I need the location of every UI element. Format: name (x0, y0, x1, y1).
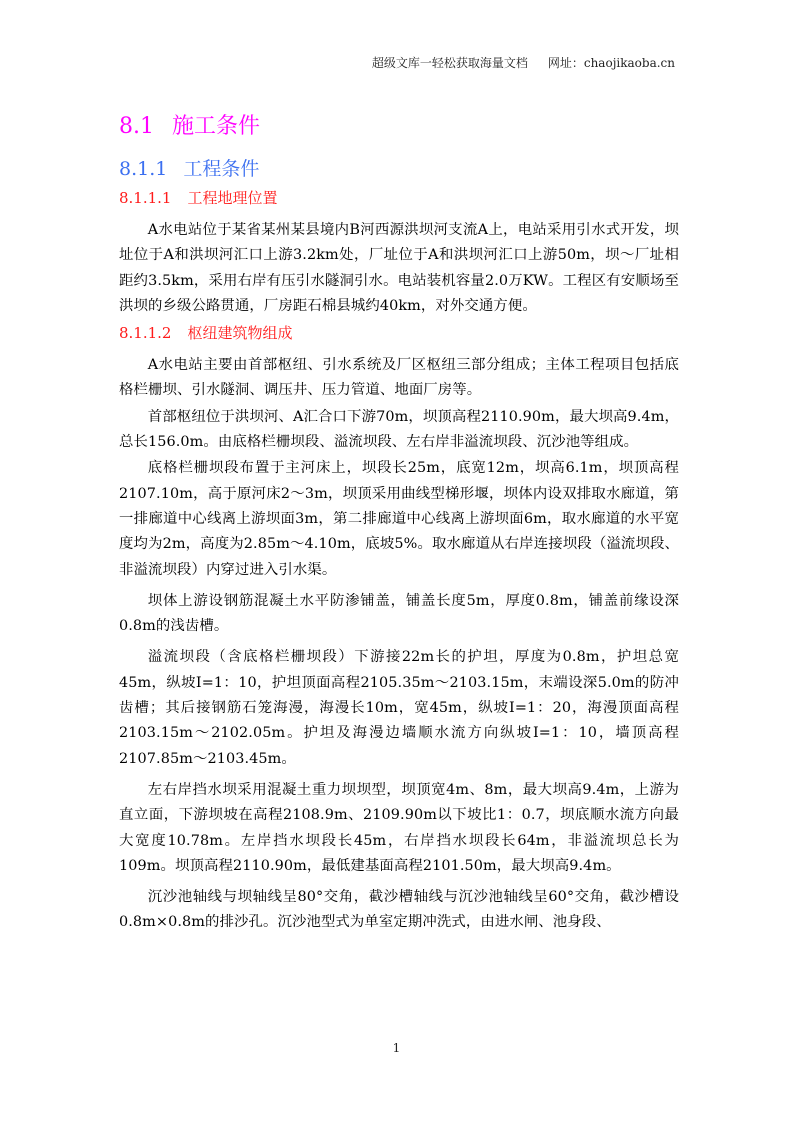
paragraph: 溢流坝段（含底格栏栅坝段）下游接22m长的护坦，厚度为0.8m，护坦总宽45m，纵坡I=1：10，护坦顶面高程2105.35m～2103.15m，末端设深5.0m的防冲齿槽；其后接钢筋石笼海漫，海漫长10m，宽45m，纵坡I=1：20，海漫顶面高程2103.15m～2102.05m。护坦及海漫边墙顺水流方向纵坡I=1：10，墙顶高程2107.85m～2103.45m。 (119, 649, 679, 767)
paragraph: 底格栏栅坝段布置于主河床上，坝段长25m，底宽12m，坝高6.1m，坝顶高程2107.10m，高于原河床2～3m，坝顶采用曲线型梯形堰，坝体内设双排取水廊道，第一排廊道中心线离上游坝面3m，第二排廊道中心线离上游坝面6m，取水廊道的水平宽度均为2m，高度为2.85m～4.10m，底坡5%。取水廊道从右岸连接坝段（溢流坝段、非溢流坝段）内穿过进入引水渠。 (119, 460, 679, 578)
site-name: 超级文库一轻松获取海量文档 (371, 56, 528, 70)
heading-8-1-1-2: 8.1.1.2 枢纽建筑物组成 (119, 324, 293, 343)
paragraph: 左右岸挡水坝采用混凝土重力坝坝型，坝顶宽4m、8m，最大坝高9.4m，上游为直立面，下游坝坡在高程2108.9m、2109.90m以下坡比1：0.7，坝底顺水流方向最大宽度10.78m。左岸挡水坝段长45m，右岸挡水坝段长64m，非溢流坝总长为109m。坝顶高程2110.90m，最低建基面高程2101.50m，最大坝高9.4m。 (119, 781, 679, 874)
paragraph: 坝体上游设钢筋混凝土水平防渗铺盖，铺盖长度5m，厚度0.8m，铺盖前缘设深0.8m的浅齿槽。 (119, 592, 679, 635)
page-header (372, 54, 675, 71)
paragraph: A水电站主要由首部枢纽、引水系统及厂区枢纽三部分组成；主体工程项目包括底格栏栅坝、引水隧洞、调压井、压力管道、地面厂房等。 (119, 357, 679, 399)
heading-8-1-1-1: 8.1.1.1 工程地理位置 (119, 189, 278, 207)
paragraph: 沉沙池轴线与坝轴线呈80°交角，截沙槽轴线与沉沙池轴线呈60°交角，截沙槽设0.8m×0.8m的排沙孔。沉沙池型式为单室定期冲洗式，由进水闸、池身段、 (119, 889, 679, 931)
paragraph: 首部枢纽位于洪坝河、A汇合口下游70m，坝顶高程2110.90m，最大坝高9.4m，总长156.0m。由底格栏栅坝段、溢流坝段、左右岸非溢流坝段、沉沙池等组成。 (119, 408, 679, 451)
paragraph: A水电站位于某省某州某县境内B河西源洪坝河支流A上，电站采用引水式开发，坝址位于A和洪坝河汇口上游3.2km处，厂址位于A和洪坝河汇口上游50m，坝～厂址相距约3.5km，采用右岸有压引水隧洞引水。电站装机容量2.0万KW。工程区有安顺场至洪坝的乡级公路贯通，厂房距石棉县城约40km，对外交通方便。 (119, 222, 679, 314)
page-number: 1 (392, 1041, 401, 1055)
heading-8-1: 8.1 施工条件 (119, 114, 261, 139)
document-body (119, 110, 679, 937)
site-url: 网址：chaojikaoba.cn (547, 56, 675, 70)
heading-8-1-1: 8.1.1 工程条件 (119, 158, 260, 180)
